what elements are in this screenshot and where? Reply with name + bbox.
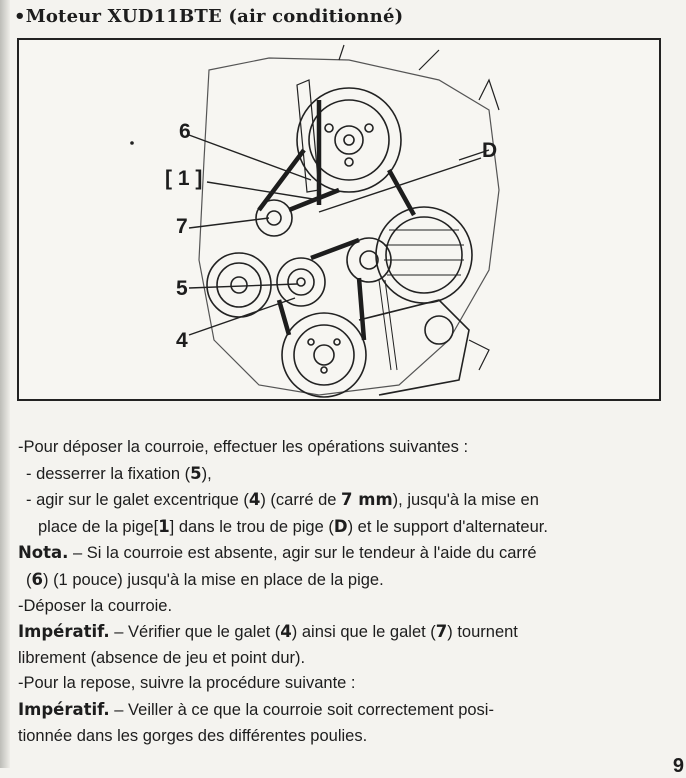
engine-drawing	[19, 40, 661, 401]
page-number: 9	[672, 755, 684, 777]
callout-D: D	[482, 139, 498, 162]
imperatif-1: Impératif. – Vérifier que le galet (4) ainsi que le galet (7) tournent	[18, 622, 518, 642]
para-refit: -Pour la repose, suivre la procédure suivante :	[18, 674, 356, 693]
section-title-text: Moteur XUD11BTE (air conditionné)	[25, 6, 404, 27]
callout-7: 7	[176, 215, 188, 238]
nota-line-cont: (6) (1 pouce) jusqu'à la mise en place de la pige.	[26, 569, 384, 589]
imperatif-2: Impératif. – Veiller à ce que la courroie soit correctement posi-	[18, 699, 494, 719]
procedure-text	[18, 435, 668, 749]
callout-4: 4	[176, 329, 188, 352]
page-binding-shadow	[0, 0, 10, 768]
bullet-icon: •	[14, 6, 26, 27]
para-remove-intro: -Pour déposer la courroie, effectuer les opérations suivantes :	[18, 438, 469, 456]
para-remove-belt: -Déposer la courroie.	[18, 596, 173, 615]
engine-belt-diagram	[17, 38, 661, 401]
callout-6: 6	[179, 120, 191, 143]
callout-5: 5	[176, 277, 188, 300]
imperatif-1-cont: librement (absence de jeu et point dur).	[18, 648, 306, 667]
step-loosen: - desserrer la fixation (5),	[26, 463, 212, 483]
section-title	[14, 6, 403, 27]
step-eccentric: - agir sur le galet excentrique (4) (carré de 7 mm), jusqu'à la mise en	[26, 490, 539, 510]
imperatif-2-cont: tionnée dans les gorges des différentes poulies.	[18, 726, 368, 745]
callout-1: [ 1 ]	[165, 167, 203, 190]
step-eccentric-cont: place de la pige[1] dans le trou de pige (D) et le support d'alternateur.	[38, 516, 548, 536]
nota-line: Nota. – Si la courroie est absente, agir sur le tendeur à l'aide du carré	[18, 543, 537, 563]
